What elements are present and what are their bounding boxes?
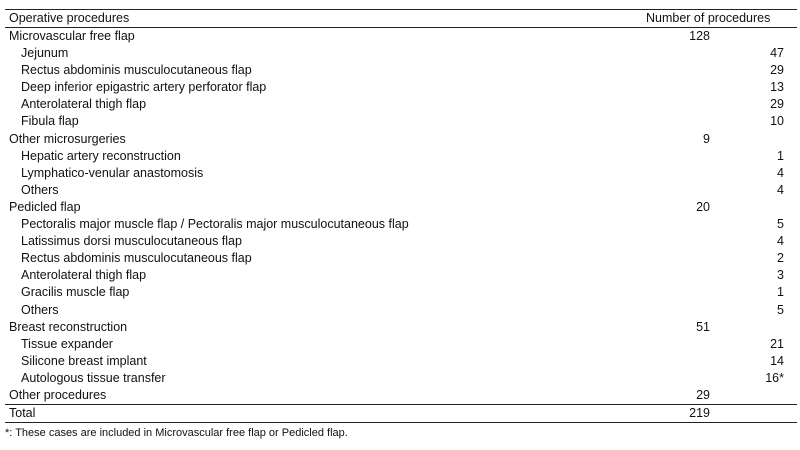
procedure-row: [5, 336, 797, 353]
procedure-count: 29: [770, 97, 784, 112]
procedure-count: 4: [777, 165, 784, 180]
category-label: Microvascular free flap: [9, 29, 135, 43]
category-row: [5, 28, 797, 45]
procedure-count: 21: [770, 336, 784, 351]
procedure-row: [5, 148, 797, 165]
category-label: Other procedures: [9, 387, 107, 402]
procedure-count: 10: [770, 114, 784, 129]
procedure-count: 5: [777, 217, 784, 232]
procedure-count: 1: [777, 148, 784, 163]
procedure-count: 4: [777, 182, 784, 197]
procedure-row: [5, 284, 797, 301]
procedure-count: 3: [777, 268, 784, 283]
procedure-label: Latissimus dorsi musculocutaneous flap: [21, 234, 242, 249]
total-count: 219: [689, 406, 710, 421]
procedure-row: [5, 370, 797, 387]
procedure-count: 29: [770, 63, 784, 78]
category-row: [5, 199, 797, 216]
procedure-row: [5, 182, 797, 199]
category-row: [5, 319, 797, 336]
procedure-label: Others: [21, 302, 59, 317]
category-label: Pedicled flap: [9, 199, 81, 214]
table-body: [5, 28, 797, 404]
procedure-count: 1: [777, 285, 784, 300]
procedure-row: [5, 165, 797, 182]
category-label: Other microsurgeries: [9, 131, 126, 146]
procedure-count: 5: [777, 302, 784, 317]
procedure-count: 14: [770, 353, 784, 368]
procedure-count: 4: [777, 234, 784, 249]
procedure-row: [5, 353, 797, 370]
procedure-count: 2: [777, 251, 784, 266]
procedure-label: Rectus abdominis musculocutaneous flap: [21, 251, 252, 266]
procedure-label: Deep inferior epigastric artery perforator flap: [21, 80, 267, 95]
procedure-row: [5, 79, 797, 96]
header-procedures: Operative procedures: [9, 11, 130, 25]
header-count: Number of procedures: [646, 11, 771, 25]
procedure-row: [5, 96, 797, 113]
footnote: *: These cases are included in Microvascular free flap or Pedicled flap.: [5, 427, 348, 439]
procedures-table: [5, 9, 797, 423]
category-count: 51: [696, 319, 710, 334]
procedure-row: [5, 113, 797, 130]
procedure-row: [5, 233, 797, 250]
category-count: 128: [689, 29, 710, 43]
procedure-row: [5, 250, 797, 267]
category-row: [5, 131, 797, 148]
procedure-row: [5, 216, 797, 233]
procedure-row: [5, 302, 797, 319]
procedure-row: [5, 62, 797, 79]
procedure-label: Gracilis muscle flap: [21, 285, 130, 300]
procedure-count: 47: [770, 46, 784, 61]
procedure-count: 13: [770, 80, 784, 95]
procedure-label: Pectoralis major muscle flap / Pectoralis major musculocutaneous flap: [21, 217, 409, 232]
procedure-count: 16*: [765, 370, 784, 385]
procedure-label: Fibula flap: [21, 114, 79, 129]
procedure-label: Silicone breast implant: [21, 353, 147, 368]
procedure-label: Lymphatico-venular anastomosis: [21, 165, 204, 180]
total-row: [5, 404, 797, 422]
procedure-label: Others: [21, 182, 59, 197]
total-label: Total: [9, 406, 36, 421]
category-row: [5, 387, 797, 404]
category-count: 9: [703, 131, 710, 146]
procedure-label: Hepatic artery reconstruction: [21, 148, 181, 163]
procedure-label: Anterolateral thigh flap: [21, 97, 147, 112]
procedure-label: Anterolateral thigh flap: [21, 268, 147, 283]
procedure-label: Jejunum: [21, 46, 69, 61]
procedure-label: Tissue expander: [21, 336, 113, 351]
category-label: Breast reconstruction: [9, 319, 128, 334]
category-count: 29: [696, 387, 710, 402]
procedure-label: Autologous tissue transfer: [21, 370, 166, 385]
table-header: [5, 10, 797, 28]
procedure-row: [5, 267, 797, 284]
procedure-row: [5, 45, 797, 62]
procedure-label: Rectus abdominis musculocutaneous flap: [21, 63, 252, 78]
category-count: 20: [696, 199, 710, 214]
